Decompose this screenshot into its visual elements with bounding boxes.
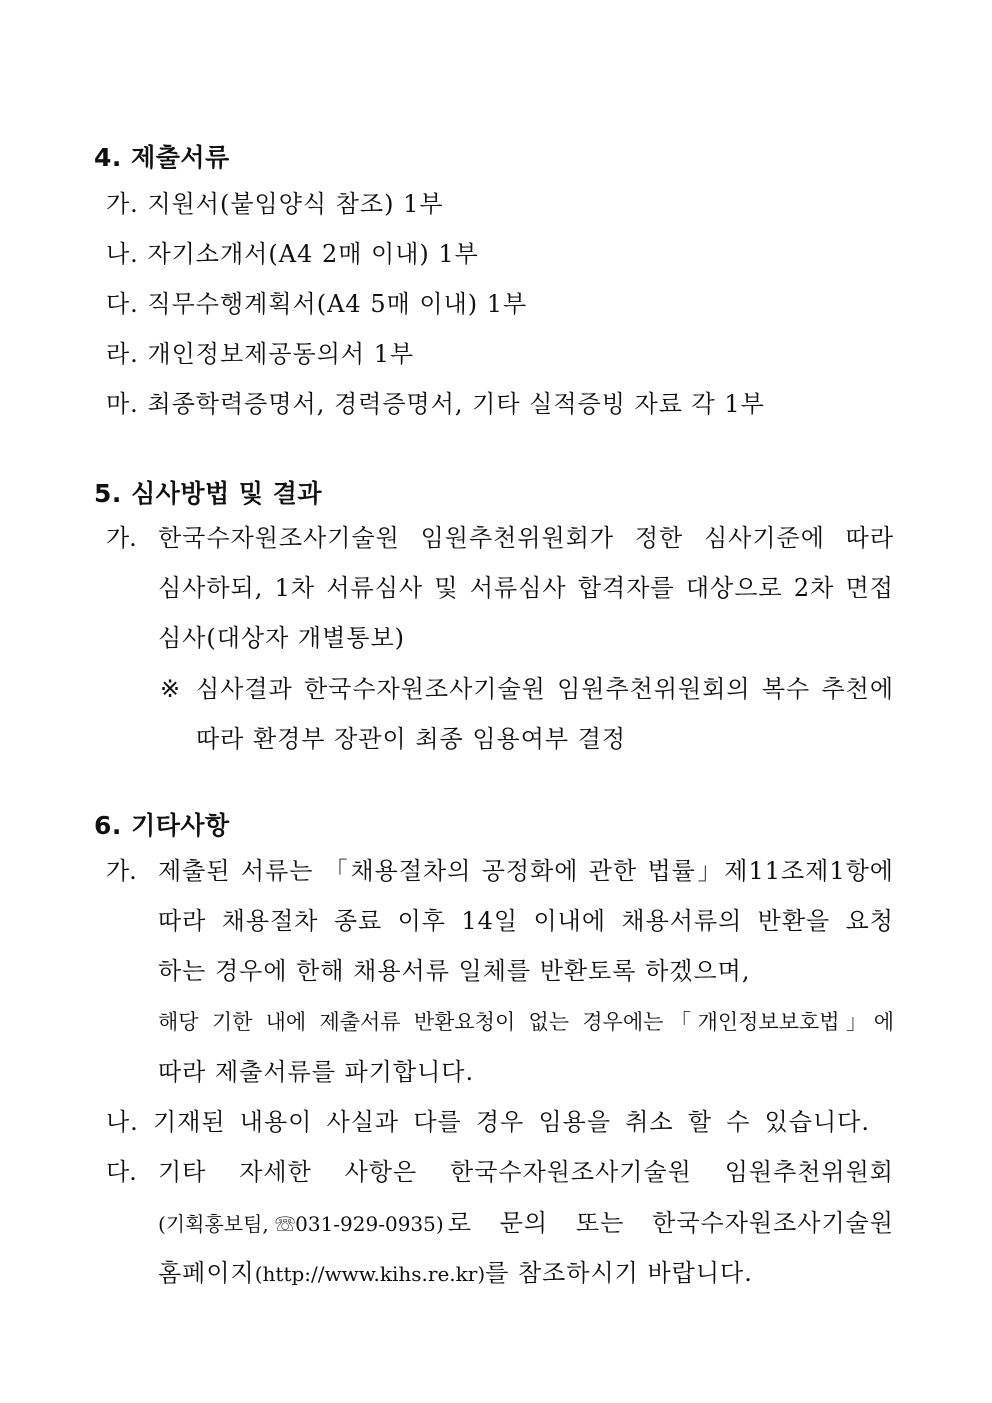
section-6-item-c-line-3 bbox=[158, 1258, 753, 1289]
homepage-rest: 를 참조하시기 바랍니다. bbox=[485, 1259, 753, 1287]
section-6-item-a-line-3: 하는 경우에 한해 채용서류 일체를 반환토록 하겠으며, bbox=[158, 957, 751, 985]
homepage-word: 홈페이지 bbox=[158, 1259, 255, 1287]
section-5-item-a-marker: 가. bbox=[106, 524, 137, 552]
section-5-heading: 5. 심사방법 및 결과 bbox=[94, 479, 323, 508]
section-6-item-a-line-5: 따라 제출서류를 파기합니다. bbox=[158, 1058, 475, 1086]
inquiry-text: 로 문의 또는 한국수자원조사기술원 bbox=[447, 1209, 894, 1237]
section-4-heading: 4. 제출서류 bbox=[94, 143, 230, 172]
section-6-item-b: 나. 기재된 내용이 사실과 다를 경우 임용을 취소 할 수 있습니다. bbox=[106, 1108, 870, 1136]
section-5-item-a-line-1: 한국수자원조사기술원 임원추천위원회가 정한 심사기준에 따라 bbox=[158, 524, 894, 552]
section-5-note-line-2: 따라 환경부 장관이 최종 임용여부 결정 bbox=[196, 725, 627, 753]
section-4-item-e: 마. 최종학력증명서, 경력증명서, 기타 실적증빙 자료 각 1부 bbox=[106, 390, 765, 418]
homepage-url: (http://www.kihs.re.kr) bbox=[254, 1262, 486, 1286]
section-5-item-a-line-3: 심사(대상자 개별통보) bbox=[158, 624, 406, 652]
section-6-item-a-line-1: 제출된 서류는 「채용절차의 공정화에 관한 법률」제11조제1항에 bbox=[158, 857, 894, 885]
section-6-item-a-line-2: 따라 채용절차 종료 이후 14일 이내에 채용서류의 반환을 요청 bbox=[158, 907, 894, 935]
section-6-item-a-marker: 가. bbox=[106, 857, 137, 885]
section-4-item-b: 나. 자기소개서(A4 2매 이내) 1부 bbox=[106, 240, 479, 268]
section-6-item-a-line-4: 해당 기한 내에 제출서류 반환요청이 없는 경우에는「개인정보보호법」에 bbox=[158, 1010, 894, 1034]
section-4-item-a: 가. 지원서(붙임양식 참조) 1부 bbox=[106, 190, 444, 218]
section-5-note-marker: ※ bbox=[160, 675, 182, 703]
contact-info: (기획홍보팀, ☏031-929-0935) bbox=[158, 1212, 444, 1236]
section-4-item-c: 다. 직무수행계획서(A4 5매 이내) 1부 bbox=[106, 290, 528, 318]
section-6-item-c-marker: 다. bbox=[106, 1158, 137, 1186]
section-6-item-c-line-1: 기타 자세한 사항은 한국수자원조사기술원 임원추천위원회 bbox=[158, 1158, 894, 1186]
section-4-item-d: 라. 개인정보제공동의서 1부 bbox=[106, 340, 415, 368]
section-5-note-line-1: 심사결과 한국수자원조사기술원 임원추천위원회의 복수 추천에 bbox=[196, 675, 894, 703]
section-6-item-c-line-2 bbox=[158, 1208, 894, 1239]
section-6-heading: 6. 기타사항 bbox=[94, 811, 230, 840]
section-5-item-a-line-2: 심사하되, 1차 서류심사 및 서류심사 합격자를 대상으로 2차 면접 bbox=[158, 574, 894, 602]
